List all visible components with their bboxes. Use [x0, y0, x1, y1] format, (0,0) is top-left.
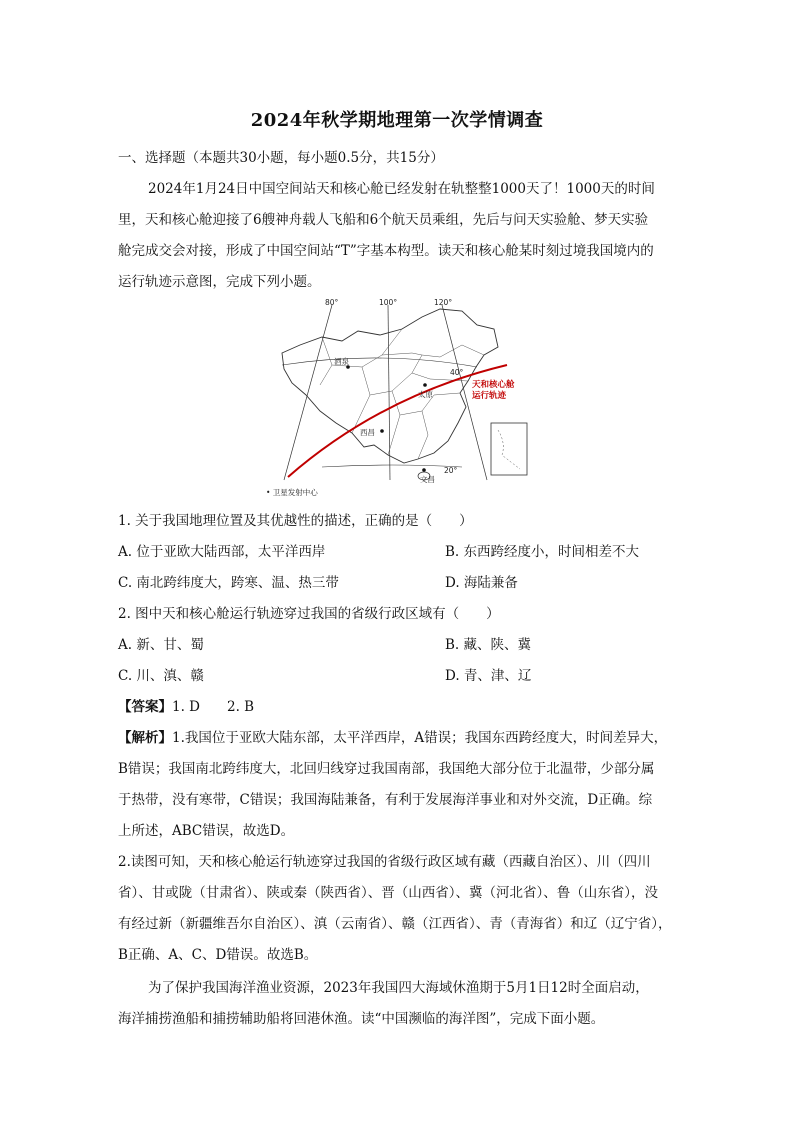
analysis-text-1: 1.我国位于亚欧大陆东部，太平洋西岸，A错误；我国东西跨经度大，时间差异大，	[172, 730, 668, 746]
q1-option-d[interactable]: D. 海陆兼备	[445, 575, 518, 591]
intro-line-4: 运行轨迹示意图，完成下列小题。	[118, 274, 321, 290]
lon-label-100: 100°	[379, 298, 398, 307]
map-legend: • 卫星发射中心	[266, 488, 318, 497]
q2-option-b[interactable]: B. 藏、陕、冀	[445, 637, 532, 653]
lat-label-20: 20°	[444, 466, 458, 475]
intro-line-3: 舱完成交会对接，形成了中国空间站“T”字基本构型。读天和核心舱某时刻过境我国境内的	[118, 243, 654, 259]
q1-option-a[interactable]: A. 位于亚欧大陆西部，太平洋西岸	[118, 544, 326, 560]
analysis-line-6: 省）、甘或陇（甘肃省）、陕或秦（陕西省）、晋（山西省）、冀（河北省）、鲁（山东省），没	[118, 885, 658, 901]
city-dot-wenchang	[422, 468, 426, 472]
analysis-line-8: B正确、A、C、D错误。故选B。	[118, 947, 318, 963]
parallel-20	[322, 465, 462, 467]
city-dot-xichang	[380, 429, 384, 433]
intro-line-2: 里，天和核心舱迎接了6艘神舟载人飞船和6个航天员乘组，先后与问天实验舱、梦天实验	[118, 212, 649, 228]
analysis-line-2: B错误；我国南北跨纬度大，北回归线穿过我国南部，我国绝大部分位于北温带，少部分属	[118, 761, 655, 777]
orbit-label-line2: 运行轨迹	[472, 391, 507, 401]
analysis-line-3: 于热带，没有寒带，C错误；我国海陆兼备，有利于发展海洋事业和对外交流，D正确。综	[118, 792, 653, 808]
province-boundaries	[320, 329, 484, 459]
q2-option-c[interactable]: C. 川、滇、赣	[118, 668, 204, 684]
city-label-taiyuan: 太原	[418, 390, 433, 399]
q1-option-b[interactable]: B. 东西跨经度小，时间相差不大	[445, 544, 640, 560]
city-label-jiuquan: 酒泉	[334, 357, 349, 366]
q2-stem: 2. 图中天和核心舱运行轨迹穿过我国的省级行政区域有（ ）	[118, 606, 500, 622]
lon-label-120: 120°	[434, 298, 453, 307]
lat-label-40: 40°	[450, 368, 464, 377]
china-outline	[282, 309, 498, 463]
analysis-line-4: 上所述，ABC错误，故选D。	[118, 823, 295, 839]
analysis-line-5: 2.读图可知，天和核心舱运行轨迹穿过我国的省级行政区域有藏（西藏自治区）、川（四川	[118, 854, 651, 870]
analysis-line-1	[118, 726, 667, 746]
analysis-line-7: 有经过新（新疆维吾尔自治区）、滇（云南省）、赣（江西省）、青（青海省）和辽（辽宁省），	[118, 916, 672, 932]
city-dot-taiyuan	[423, 383, 427, 387]
page-title: 2024年秋学期地理第一次学情调查	[250, 110, 544, 131]
orbit-map-figure	[262, 295, 532, 500]
parallel-40	[282, 358, 477, 367]
city-label-wenchang: 文昌	[420, 475, 435, 484]
section-header: 一、选择题（本题共30小题，每小题0.5分，共15分）	[118, 150, 444, 166]
next-intro-line-1: 为了保护我国海洋渔业资源，2023年我国四大海域休渔期于5月1日12时全面启动，	[148, 980, 649, 996]
q2-option-d[interactable]: D. 青、津、辽	[445, 668, 532, 684]
next-intro-line-2: 海洋捕捞渔船和捕捞辅助船将回港休渔。读“中国濒临的海洋图”，完成下面小题。	[118, 1011, 605, 1027]
q2-option-a[interactable]: A. 新、甘、蜀	[118, 637, 204, 653]
q1-option-c[interactable]: C. 南北跨纬度大，跨寒、温、热三带	[118, 575, 339, 591]
lon-label-80: 80°	[325, 298, 339, 307]
answer-text: 1. D 2. B	[172, 699, 255, 715]
q1-stem: 1. 关于我国地理位置及其优越性的描述，正确的是（ ）	[118, 513, 473, 529]
china-map-svg	[262, 295, 532, 500]
city-label-xichang: 西昌	[360, 428, 375, 437]
south-china-sea-inset	[491, 423, 527, 475]
answer-tag: 【答案】	[118, 699, 172, 715]
meridian-80	[284, 305, 332, 480]
orbit-label-line1: 天和核心舱	[472, 380, 515, 390]
analysis-tag: 【解析】	[118, 730, 172, 746]
answer-line	[118, 695, 254, 715]
intro-line-1: 2024年1月24日中国空间站天和核心舱已经发射在轨整整1000天了！1000天的时间	[148, 181, 655, 197]
